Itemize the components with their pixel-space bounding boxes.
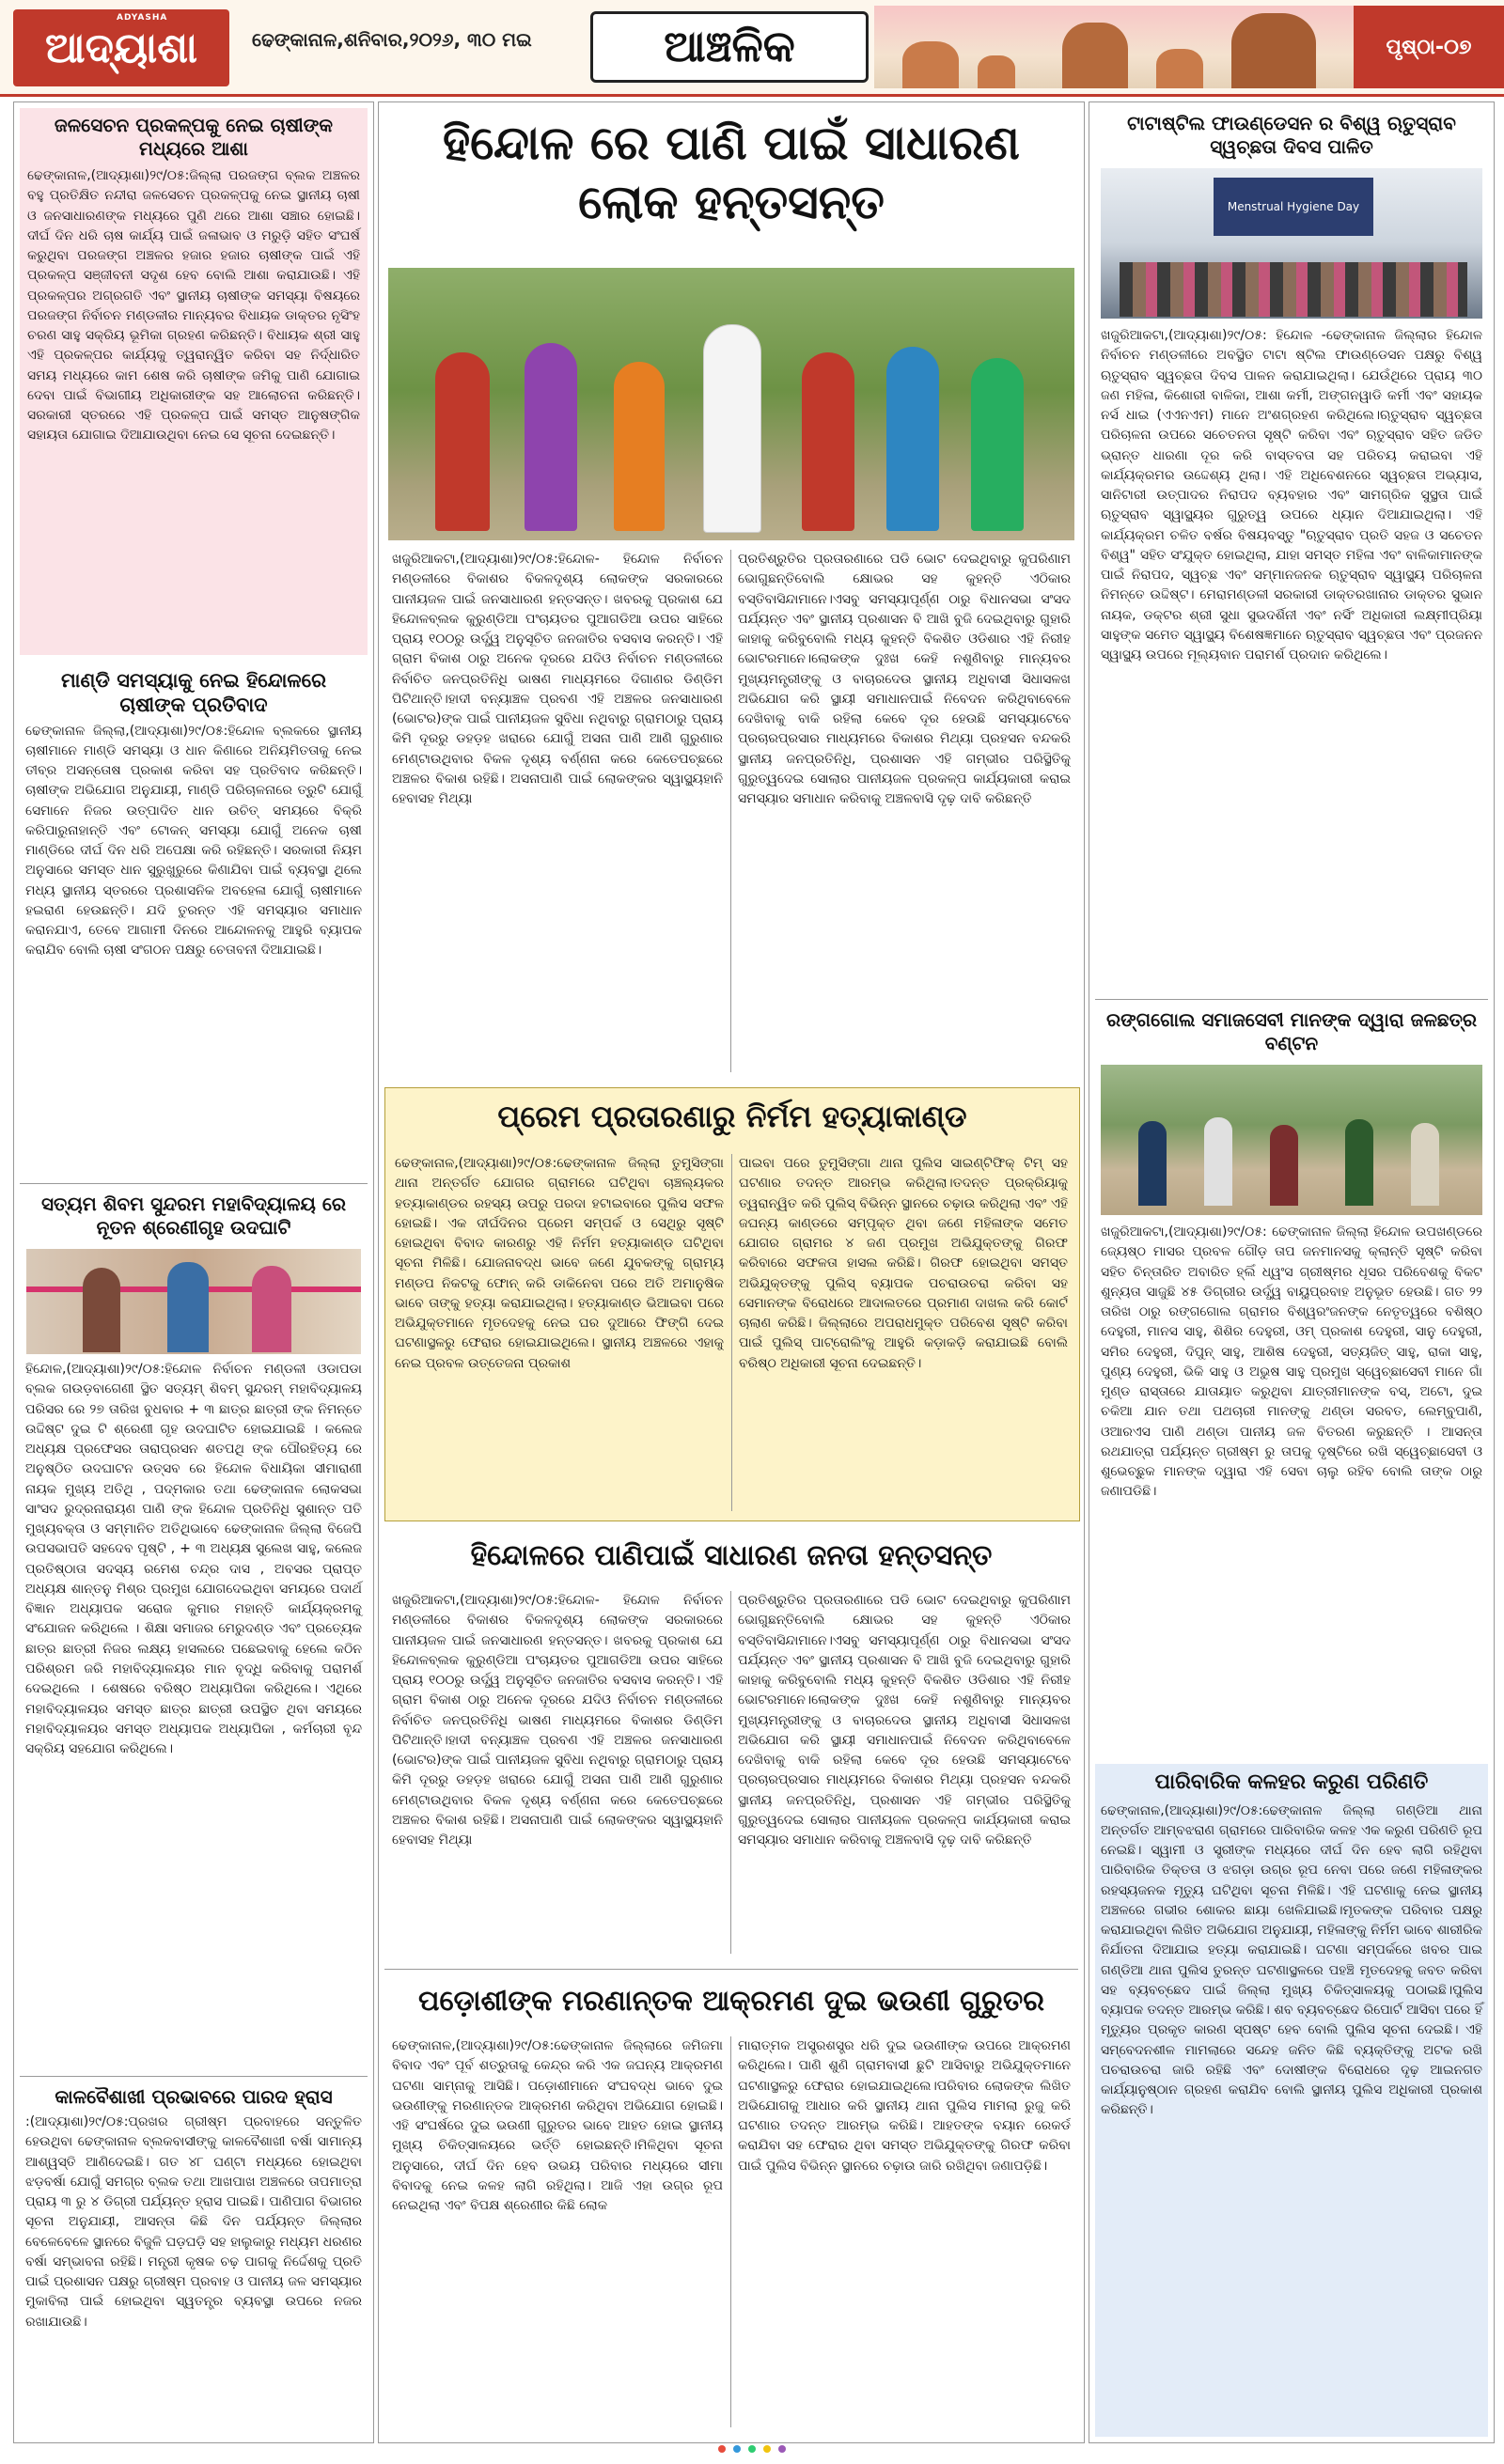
temple-banner-image <box>874 6 1354 88</box>
headline-lead-water: ହିନ୍ଦୋଳ ରେ ପାଣି ପାଇଁ ସାଧାରଣ ଲୋକ ହନ୍ତସନ୍ତ <box>443 116 1020 229</box>
article-irrigation <box>20 108 368 655</box>
body-lead-water-col1: ଖଜୁରିଆକଟା,(ଆଦ୍ୟାଶା)୨୯/୦୫:ହିନ୍ଦୋଳ- ହିନ୍ଦୋଳ ନିର୍ବାଚନ ମଣ୍ଡଳୀରେ ବିକାଶର ବିକଳଦୃଶ୍ୟ ଲୋକଙ୍କ ସରକାରରେ ପାନୀୟଜଳ ପାଇଁ ଜନସାଧାରଣ ହନ୍ତସନ୍ତ। ଖବରକୁ ପ୍ରକାଶ ଯେ ହିନ୍ଦୋଳବ୍ଲକ କୁରୁଣ୍ଡିଆ ପଂଚାୟତର ପୁଆଗଡିଆ ଉପର ସାହିରେ ପ୍ରାୟ ୧୦୦ରୁ ଉର୍ଦ୍ଧ୍ୱ ଅନୁସୂଚିତ ଜନଜାତିର ବସବାସ କରନ୍ତି। ଏହି ଗ୍ରାମ ବିକାଶ ଠାରୁ ଅନେକ ଦୂରରେ ଯଦିଓ ନିର୍ବାଚନ ମଣ୍ଡଳୀରେ ନିର୍ବାଚିତ ଜନପ୍ରତିନିଧି ଭାଷଣ ମାଧ୍ୟମରେ ଦିଗାଣର ଡିଣ୍ଡିମ ପିଟିଥାନ୍ତି।ହାଦୀ ବନ୍ୟାଞ୍ଚଳ ପ୍ରବଣ ଏହି ଅଞ୍ଚଳର ଜନସାଧାରଣ (ଭୋଟର)ଙ୍କ ପାଇଁ ପାନୀୟଜଳ ସୁବିଧା ନଥିବାରୁ ଗ୍ରାମଠାରୁ ପ୍ରାୟ କିମି ଦୂରରୁ ଡହଡ଼ହ ଖରାରେ ଯୋଗୁଁ ଅସନା ପାଣି ଆଣି ଗୁରୁଣାର ମେଣ୍ଟାଉଥିବାର ବିକଳ ଦୃଶ୍ୟ ବର୍ଣ୍ଣନା କରେ କେତେପଚ୍ଛରେ ଅଞ୍ଚଳର ବିକାଶ ରହିଛି। ଅସନାପାଣି ପାଇଁ ଲୋକଙ୍କର ସ୍ୱାସ୍ଥ୍ୟହାନି ହେବାସହ ମିଥ୍ୟା <box>392 552 723 807</box>
right-column <box>1089 101 1495 2443</box>
logo-text: ଆଦ୍ୟାଶା <box>45 23 197 72</box>
newspaper-logo <box>13 9 229 86</box>
body-water-kiosk: ଖଜୁରିଆକଟା,(ଆଦ୍ୟାଶା)୨୯/୦୫: ଢେଙ୍କାନାଳ ଜିଲ୍ଲା ହିନ୍ଦୋଳ ଉପଖଣ୍ଡରେ ଜ୍ୟେଷ୍ଠ ମାସର ପ୍ରବଳ ଗୌଡ଼ ତାପ ଜନମାନସକୁ କ୍ଲାନ୍ତି ସୃଷ୍ଟି କରିବା ସହିତ ଚିନ୍ତାରିତ ଅବାରିତ ହ୍ଲିଁ ଧ୍ୱଂସ ଗ୍ରୀଷ୍ମର ଧୂସର ପରିବେଶକୁ ବିକଟ ଶୁନ୍ୟତା ସାଜୁଛି ୪୫ ଡିଗ୍ରୀର ଉର୍ଦ୍ଧ୍ୱ ବାୟୁପ୍ରବାହ ଅନୁଭୂତ ହେଉଛି। ଗତ ୨୨ ତାରିଖ ଠାରୁ ରଙ୍ଗଗୋଲ ଗ୍ରାମର ବିଶ୍ୱରଂଜନଙ୍କ ନେତୃତ୍ୱରେ ବଶିଷ୍ଠ ଦେହୁରୀ, ମାନସ ସାହୁ, ଶିଶିର ଦେହୁରୀ, ଓମ୍ ପ୍ରକାଶ ଦେହୁରୀ, ସାନୁ ଦେହୁରୀ, ସମିର ଦେହୁରୀ, ଦିପୁନ୍ ସାହୁ, ଆଶିଷ ଦେହୁରୀ, ସତ୍ୟଜିତ୍ ସାହୁ, ରାକା ସାହୁ, ପୁଣ୍ୟ ଦେହୁରୀ, ଭିକି ସାହୁ ଓ ଅଭୁଷ ସାହୁ ପ୍ରମୁଖ ସ୍ୱେଚ୍ଛାସେବୀ ମାନେ ଗାଁ ମୁଣ୍ଡ ରାସ୍ତାରେ ଯାତାୟାତ କରୁଥିବା ଯାତ୍ରୀମାନଙ୍କ ବସ୍, ଅଟୋ, ଦୁଇ ଚକିଆ ଯାନ ତଥା ପଥଚାରୀ ମାନଙ୍କୁ ଥଣ୍ଡା ସରବତ, ଲେମ୍ବୁପାଣି, ଓଆରଏସ ପାଣି ଥଣ୍ଡା ପାନୀୟ ଜଳ ବିତରଣ କରୁଛନ୍ତି । ଆସନ୍ତା ରଥଯାତ୍ରା ପର୍ଯ୍ୟନ୍ତ ଗ୍ରୀଷ୍ମ ରୁ ତାପକୁ ଦୃଷ୍ଟିରେ ରଖି ସ୍ୱେଚ୍ଛାସେବୀ ଓ ଶୁଭେଚ୍ଛୁକ ମାନଙ୍କ ଦ୍ୱାରା ଏହି ସେବା ଚାଲୁ ରହିବ ବୋଲି ତାଙ୍କ ଠାରୁ ଜଣାପଡିଛି। <box>1101 1224 1483 1500</box>
dateline: ଢେଙ୍କାନାଳ,ଶନିବାର,୨୦୨୬, ୩୦ ମଇ <box>252 28 532 51</box>
article-menstrual-day <box>1095 108 1488 995</box>
masthead <box>0 0 1504 97</box>
body-murder-col2: ପାଇବା ପରେ ତୁମୁସିଙ୍ଗା ଥାନା ପୁଲିସ ସାଇଣ୍ଟିଫିକ୍ ଟିମ୍ ସହ ଘଟଣାର ତଦନ୍ତ ଆରମ୍ଭ କରିଥିଲା।ତଦନ୍ତ ପ୍ରକ୍ରିୟାକୁ ତ୍ୱରାନ୍ୱିତ କରି ପୁଲିସ୍ ବିଭିନ୍ନ ସ୍ଥାନରେ ଚଢ଼ାଉ କରିଥିଲା ଏବଂ ଏହି ଜଘନ୍ୟ କାଣ୍ଡରେ ସମ୍ପୃକ୍ତ ଥିବା ଜଣେ ମହିଳାଙ୍କ ସମେତ ଯୋଗର ଗ୍ରାମର ୪ ଜଣ ପ୍ରମୁଖ ଅଭିଯୁକ୍ତଙ୍କୁ ଗିରଫ କରିବାରେ ସଫଳତା ହାସଲ କରିଛି। ଗିରଫ ହୋଇଥିବା ସମସ୍ତ ଅଭିଯୁକ୍ତଙ୍କୁ ପୁଲିସ୍ ବ୍ୟାପକ ପଚରାଉଚରା କରିବା ସହ ସେମାନଙ୍କ ବିରୋଧରେ ଆଦାଲତରେ ପ୍ରମାଣ ଦାଖଲ କରି କୋର୍ଟ ଚାଲାଣ କରିଛି। ଜିଲ୍ଲାରେ ଅପରାଧମୁକ୍ତ ପରିବେଶ ସୃଷ୍ଟି କରିବା ପାଇଁ ପୁଲିସ୍ ପାଟ୍ରୋଲିଂକୁ ଆହୁରି କଡ଼ାକଡ଼ି କରାଯାଇଛି ବୋଲି ବରିଷ୍ଠ ଅଧିକାରୀ ସୂଚନା ଦେଇଛନ୍ତି। <box>739 1156 1068 1371</box>
left-column <box>13 101 374 2443</box>
body-water-repeat-col2: ପ୍ରତିଶ୍ରୁତିର ପ୍ରତାରଣାରେ ପଡି ଭୋଟ ଦେଇଥିବାରୁ କୁପରିଣାମ ଭୋଗୁଛନ୍ତିବୋଲି କ୍ଷୋଭର ସହ କୁହନ୍ତି ଏଠିକାର ବସ୍ତିବାସିନ୍ଦାମାନେ।ଏସବୁ ସମସ୍ୟାପୂର୍ଣ୍ଣ ଠାରୁ ବିଧାନସଭା ସଂସଦ ପର୍ଯ୍ୟନ୍ତ ଏବଂ ସ୍ଥାନୀୟ ପ୍ରଶାସନ ବି ଆଖି ବୁଜି ଦେଇଥିବାରୁ ଗୁହାରି କାହାକୁ କରିବୁବୋଲି ମଧ୍ୟ କୁହନ୍ତି ବିକଶିତ ଓଡିଶାର ଏହି ନିରୀହ ଭୋଟରମାନେ।ଲୋକଙ୍କ ଦୁଃଖ କେହି ନଶୁଣିବାରୁ ମାନ୍ୟବର ମୁଖ୍ୟମନ୍ତ୍ରୀଙ୍କୁ ଓ ବାଚାରଦେଉ ସ୍ଥାନୀୟ ଅଧିବାସୀ ସିଧାସଳଖ ଅଭିଯୋଗ କରି ସ୍ଥାୟୀ ସମାଧାନପାଇଁ ନିବେଦନ କରିଥିବାବେଳେ ଦେଖିବାକୁ ବାକି ରହିଲା କେବେ ଦୂର ହେଉଛି ସମସ୍ୟାଟେବେ ପ୍ରଚାରପ୍ରସାର ମାଧ୍ୟମରେ ବିକାଶର ମିଥ୍ୟା ପ୍ରହସନ ବନ୍ଦକରି ସ୍ଥାନୀୟ ଜନପ୍ରତିନିଧି, ପ୍ରଶାସନ ଏହି ଗମ୍ଭୀର ପରିସ୍ଥିତିକୁ ଗୁରୁତ୍ୱଦେଇ ସୋଲାର ପାନୀୟଜଳ ପ୍ରକଳ୍ପ କାର୍ଯ୍ୟକାରୀ କରାଇ ସମସ୍ୟାର ସମାଧାନ କରିବାକୁ ଅଞ୍ଚଳବାସି ଦୃଢ଼ ଦାବି କରିଛନ୍ତି <box>738 1593 1071 1848</box>
article-mandi-protest <box>20 664 368 1177</box>
college-ribbon-cutting-photo <box>26 1249 361 1354</box>
page-number: ପୃଷ୍ଠା-୦୭ <box>1354 6 1504 88</box>
logo-small-text: ADYASHA <box>117 13 168 23</box>
body-college: ହିନ୍ଦୋଳ,(ଆଦ୍ୟାଶା)୨୯/୦୫:ହିନ୍ଦୋଳ ନିର୍ବାଚନ ମଣ୍ଡଳୀ ଓଡାପଡା ବ୍ଲକ ଗଉଡ଼ବାଗେଣୀ ସ୍ଥିତ ସତ୍ୟମ୍ ଶିବମ୍ ସୁନ୍ଦରମ୍ ମହାବିଦ୍ୟାଳୟ ପରିସର ରେ ୨୭ ତାରିଖ ବୁଧବାର + ୩ ଛାତ୍ର ଛାତ୍ରୀ ଙ୍କ ନିମନ୍ତେ ଉଦ୍ଦିଷ୍ଟ ଦୁଇ ଟି ଶ୍ରେଣୀ ଗୃହ ଉଦଘାଟିତ ହୋଇଯାଇଛି । କଲେଜ ଅଧ୍ୟକ୍ଷ ପ୍ରଫେସର ତାରାପ୍ରସନ ଶତପଥି ଙ୍କ ପୌରହିତ୍ୟ ରେ ଅନୁଷ୍ଠିତ ଉଦଘାଟନ ଉତ୍ସବ ରେ ହିନ୍ଦୋଳ ବିଧାୟିକା ସୀମାରାଣୀ ନାୟକ ମୁଖ୍ୟ ଅତିଥି , ପଦ୍ମକାର ତଥା ଢେଙ୍କାନାଳ ଲୋକସଭା ସାଂସଦ ରୁଦ୍ରନାରାୟଣ ପାଣି ଙ୍କ ହିନ୍ଦୋଳ ପ୍ରତିନିଧି ସୁଶାନ୍ତ ପତି ମୁଖ୍ୟବକ୍ତା ଓ ସମ୍ମାନିତ ଅତିଥିଭାବେ ଢେଙ୍କାନାଳ ଜିଲ୍ଲା ବିଜେପି ଉପସଭାପତି ସହଦେବ ପୃଷ୍ଟି , + ୩ ଅଧ୍ୟକ୍ଷ ସୁଲେଖ ସାହୁ, କଲେଜ ପ୍ରତିଷ୍ଠାତା ସଦସ୍ୟ ରମେଶ ଚନ୍ଦ୍ର ଦାସ , ଅବସର ପ୍ରାପ୍ତ ଅଧ୍ୟକ୍ଷ ଶାନ୍ତନୁ ମିଶ୍ର ପ୍ରମୁଖ ଯୋଗଦେଇଥିବା ସମୟରେ ପଦାର୍ଥ ବିଜ୍ଞାନ ଅଧ୍ୟାପକ ସରୋଜ କୁମାର ମହାନ୍ତି କାର୍ଯ୍ୟକ୍ରମକୁ ସଂଯୋଜନ କରିଥିଲେ । ଶିକ୍ଷା ସମାଜର ମେରୁଦଣ୍ଡ ଏବଂ ପ୍ରତ୍ୟେକ ଛାତ୍ର ଛାତ୍ରୀ ନିଜର ଲକ୍ଷ୍ୟ ହାସଲରେ ପଛେଇବାକୁ ହେଲେ କଠିନ ପରିଶ୍ରମ ଜରି ମହାବିଦ୍ୟାଳୟର ମାନ ବୃଦ୍ଧି କରିବାକୁ ପରାମର୍ଶ ଦେଇଥିଲେ । ଶେଷରେ ବରିଷ୍ଠ ଅଧ୍ୟାପିକା କରିଥିଲେ। ଏଥିରେ ମହାବିଦ୍ୟାଳୟର ସମସ୍ତ ଛାତ୍ର ଛାତ୍ରୀ ଉପସ୍ଥିତ ଥିବା ସମୟରେ ମହାବିଦ୍ୟାଳୟର ସମସ୍ତ ଅଧ୍ୟାପକ ଅଧ୍ୟାପିକା , କର୍ମଚାରୀ ବୃନ୍ଦ ସକ୍ରିୟ ସହଯୋଗ କରିଥିଲେ। <box>25 1362 362 1757</box>
body-mandi-protest: ଢେଙ୍କାନାଳ ଜିଲ୍ଲା,(ଆଦ୍ୟାଶା)୨୯/୦୫:ହିନ୍ଦୋଳ ବ୍ଲକରେ ସ୍ଥାନୀୟ ଚାଷୀମାନେ ମାଣ୍ଡି ସମସ୍ୟା ଓ ଧାନ କିଣାରେ ଅନିୟମିତତାକୁ ନେଇ ତୀବ୍ର ଅସନ୍ତୋଷ ପ୍ରକାଶ କରିବା ସହ ପ୍ରତିବାଦ କରିଛନ୍ତି। ଚାଷୀଙ୍କ ଅଭିଯୋଗ ଅନୁଯାୟୀ, ମାଣ୍ଡି ପରିଚାଳନାରେ ତ୍ରୁଟି ଯୋଗୁଁ ସେମାନେ ନିଜର ଉତ୍ପାଦିତ ଧାନ ଉଚିତ୍ ସମୟରେ ବିକ୍ରି କରିପାରୁନାହାନ୍ତି ଏବଂ ଟୋକନ୍ ସମସ୍ୟା ଯୋଗୁଁ ଅନେକ ଚାଷୀ ମାଣ୍ଡିରେ ଦୀର୍ଘ ଦିନ ଧରି ଅପେକ୍ଷା କରି ରହିଛନ୍ତି। ସରକାରୀ ନିୟମ ଅନୁସାରେ ସମସ୍ତ ଧାନ ସୁରୁଖୁରୁରେ କିଣାଯିବା ପାଇଁ ବ୍ୟବସ୍ଥା ଥିଲେ ମଧ୍ୟ ସ୍ଥାନୀୟ ସ୍ତରରେ ପ୍ରଶାସନିକ ଅବହେଳା ଯୋଗୁଁ ଚାଷୀମାନେ ହଇରାଣ ହେଉଛନ୍ତି। ଯଦି ତୁରନ୍ତ ଏହି ସମସ୍ୟାର ସମାଧାନ କରାନଯାଏ, ତେବେ ଆଗାମୀ ଦିନରେ ଆନ୍ଦୋଳନକୁ ଆହୁରି ବ୍ୟାପକ କରାଯିବ ବୋଲି ଚାଷୀ ସଂଗଠନ ପକ୍ଷରୁ ଚେତାବନୀ ଦିଆଯାଇଛି। <box>25 723 362 959</box>
headline-assault: ପଡ଼ୋଶୀଙ୍କ ମରଣାନ୍ତକ ଆକ୍ରମଣ ଦୁଇ ଭଉଣୀ ଗୁରୁତର <box>418 1985 1044 2018</box>
headline-water-repeat: ହିନ୍ଦୋଳରେ ପାଣିପାଇଁ ସାଧାରଣ ଜନତା ହନ୍ତସନ୍ତ <box>470 1539 993 1572</box>
villagers-with-pots-photo <box>388 268 1074 540</box>
menstrual-day-event-photo <box>1101 168 1482 319</box>
body-lead-water-col2: ପ୍ରତିଶ୍ରୁତିର ପ୍ରତାରଣାରେ ପଡି ଭୋଟ ଦେଇଥିବାରୁ କୁପରିଣାମ ଭୋଗୁଛନ୍ତିବୋଲି କ୍ଷୋଭର ସହ କୁହନ୍ତି ଏଠିକାର ବସ୍ତିବାସିନ୍ଦାମାନେ।ଏସବୁ ସମସ୍ୟାପୂର୍ଣ୍ଣ ଠାରୁ ବିଧାନସଭା ସଂସଦ ପର୍ଯ୍ୟନ୍ତ ଏବଂ ସ୍ଥାନୀୟ ପ୍ରଶାସନ ବି ଆଖି ବୁଜି ଦେଇଥିବାରୁ ଗୁହାରି କାହାକୁ କରିବୁବୋଲି ମଧ୍ୟ କୁହନ୍ତି ବିକଶିତ ଓଡିଶାର ଏହି ନିରୀହ ଭୋଟରମାନେ।ଲୋକଙ୍କ ଦୁଃଖ କେହି ନଶୁଣିବାରୁ ମାନ୍ୟବର ମୁଖ୍ୟମନ୍ତ୍ରୀଙ୍କୁ ଓ ବାଚାରଦେଉ ସ୍ଥାନୀୟ ଅଧିବାସୀ ସିଧାସଳଖ ଅଭିଯୋଗ କରି ସ୍ଥାୟୀ ସମାଧାନପାଇଁ ନିବେଦନ କରିଥିବାବେଳେ ଦେଖିବାକୁ ବାକି ରହିଲା କେବେ ଦୂର ହେଉଛି ସମସ୍ୟାଟେବେ ପ୍ରଚାରପ୍ରସାର ମାଧ୍ୟମରେ ବିକାଶର ମିଥ୍ୟା ପ୍ରହସନ ବନ୍ଦକରି ସ୍ଥାନୀୟ ଜନପ୍ରତିନିଧି, ପ୍ରଶାସନ ଏହି ଗମ୍ଭୀର ପରିସ୍ଥିତିକୁ ଗୁରୁତ୍ୱଦେଇ ସୋଲାର ପାନୀୟଜଳ ପ୍ରକଳ୍ପ କାର୍ଯ୍ୟକାରୀ କରାଇ ସମସ୍ୟାର ସମାଧାନ କରିବାକୁ ଅଞ୍ଚଳବାସି ଦୃଢ଼ ଦାବି କରିଛନ୍ତି <box>738 552 1071 807</box>
headline-menstrual-day: ଟାଟାଷ୍ଟିଲ ଫାଉଣ୍ଡେସନ ର ବିଶ୍ୱ ଋତୁସ୍ରାବ ସ୍ୱଚ୍ଛତା ଦିବସ ପାଳିତ <box>1127 112 1456 158</box>
headline-mandi-protest: ମାଣ୍ଡି ସମସ୍ୟାକୁ ନେଇ ହିନ୍ଦୋଳରେ ଚାଷୀଙ୍କ ପ୍ରତିବାଦ <box>60 669 327 717</box>
body-kalbaisakhi: :(ଆଦ୍ୟାଶା)୨୯/୦୫:ପ୍ରଖର ଗ୍ରୀଷ୍ମ ପ୍ରବାହରେ ସନ୍ତୁଳିତ ହେଉଥିବା ଢେଙ୍କାନାଳ ବ୍ଲକବାସୀଙ୍କୁ କାଳବୈଶାଖୀ ବର୍ଷା ସାମାନ୍ୟ ଆଶ୍ୱସ୍ତି ଆଣିଦେଇଛି। ଗତ ୪୮ ଘଣ୍ଟା ମଧ୍ୟରେ ହୋଇଥିବା ଝଡ଼ବର୍ଷା ଯୋଗୁଁ ସମଗ୍ର ବ୍ଲକ ତଥା ଆଖପାଖ ଅଞ୍ଚଳରେ ତାପମାତ୍ରା ପ୍ରାୟ ୩ ରୁ ୪ ଡିଗ୍ରୀ ପର୍ଯ୍ୟନ୍ତ ହ୍ରାସ ପାଇଛି। ପାଣିପାଗ ବିଭାଗର ସୂଚନା ଅନୁଯାୟୀ, ଆସନ୍ତା କିଛି ଦିନ ପର୍ଯ୍ୟନ୍ତ ଜିଲ୍ଲାର ବେଳେବେଳେ ସ୍ଥାନରେ ବିଜୁଳି ଘଡ଼ଘଡ଼ି ସହ ହାଲୁକାରୁ ମଧ୍ୟମ ଧରଣର ବର୍ଷା ସମ୍ଭାବନା ରହିଛି। ମନ୍ତ୍ରୀ କୃଷକ ଚଢ଼ ପାଗକୁ ନିର୍ଦ୍ଦେଶକୁ ପ୍ରତି ପାଇଁ ପ୍ରଶାସନ ପକ୍ଷରୁ ଗ୍ରୀଷ୍ମ ପ୍ରବାହ ଓ ପାନୀୟ ଜଳ ସମସ୍ୟାର ମୁକାବିଲା ପାଇଁ ହୋଇଥିବା ସ୍ୱତନ୍ତ୍ର ବ୍ୟବସ୍ଥା ଉପରେ ନଜର ରଖାଯାଉଛି। <box>25 2114 362 2330</box>
article-kalbaisakhi <box>20 2082 368 2437</box>
headline-family-dispute: ପାରିବାରିକ କଳହର କରୁଣ ପରିଣତି <box>1154 1770 1429 1794</box>
body-assault-col2: ମାରାତ୍ମକ ଅସ୍ତ୍ରଶସ୍ତ୍ର ଧରି ଦୁଇ ଭଉଣୀଙ୍କ ଉପରେ ଆକ୍ରମଣ କରିଥିଲେ। ପାଣି ଶୁଣି ଗ୍ରାମବାସୀ ଛୁଟି ଆସିବାରୁ ଅଭିଯୁକ୍ତମାନେ ଘଟଣାସ୍ଥଳରୁ ଫେରାର ହୋଇଯାଇଥିଲେ।ପରିବାର ଲୋକଙ୍କ ଲିଖିତ ଅଭିଯୋଗକୁ ଆଧାର କରି ସ୍ଥାନୀୟ ଥାନା ପୁଲିସ ମାମଲା ରୁଜୁ କରି ଘଟଣାର ତଦନ୍ତ ଆରମ୍ଭ କରିଛି। ଆହତଙ୍କ ବୟାନ ରେକର୍ଡ କରାଯିବା ସହ ଫେରାର ଥିବା ସମସ୍ତ ଅଭିଯୁକ୍ତଙ୍କୁ ଗିରଫ କରିବା ପାଇଁ ପୁଲିସ ବିଭିନ୍ନ ସ୍ଥାନରେ ଚଢ଼ାଉ ଜାରି ରଖିଥିବା ଜଣାପଡ଼ିଛି। <box>738 2038 1071 2174</box>
body-irrigation: ଢେଙ୍କାନାଳ,(ଆଦ୍ୟାଶା)୨୯/୦୫:ଜିଲ୍ଲା ପରଜଙ୍ଗ ବ୍ଲକ ଅଞ୍ଚଳର ବହୁ ପ୍ରତିକ୍ଷିତ ନନ୍ଦୀରା ଜଳସେଚନ ପ୍ରକଳ୍ପକୁ ନେଇ ସ୍ଥାନୀୟ ଚାଷୀ ଓ ଜନସାଧାରଣଙ୍କ ମଧ୍ୟରେ ପୁଣି ଥରେ ଆଶା ସଞ୍ଚାର ହୋଇଛି। ଦୀର୍ଘ ଦିନ ଧରି ଚାଷ କାର୍ଯ୍ୟ ପାଇଁ ଜଳାଭାବ ଓ ମରୁଡ଼ି ସହିତ ସଂଘର୍ଷ କରୁଥିବା ପରଜଙ୍ଗ ଅଞ୍ଚଳର ହଜାର ହଜାର ଚାଷୀଙ୍କ ପାଇଁ ଏହି ପ୍ରକଳ୍ପ ସଞ୍ଜୀବନୀ ସଦୃଶ ହେବ ବୋଲି ଆଶା କରାଯାଉଛି। ଏହି ପ୍ରକଳ୍ପର ଅଗ୍ରଗତି ଏବଂ ସ୍ଥାନୀୟ ଚାଷୀଙ୍କ ସମସ୍ୟା ବିଷୟରେ ପରଜଙ୍ଗ ନିର୍ବାଚନ ମଣ୍ଡଳୀର ମାନ୍ୟବର ବିଧାୟକ ଡାକ୍ତର ନୃସିଂହ ଚରଣ ସାହୁ ସକ୍ରିୟ ଭୂମିକା ଗ୍ରହଣ କରିଛନ୍ତି। ବିଧାୟକ ଶ୍ରୀ ସାହୁ ଏହି ପ୍ରକଳ୍ପର କାର୍ଯ୍ୟକୁ ତ୍ୱରାନ୍ୱିତ କରିବା ସହ ନିର୍ଦ୍ଧାରିତ ସମୟ ମଧ୍ୟରେ କାମ ଶେଷ କରି ଚାଷୀଙ୍କ ଜମିକୁ ପାଣି ଯୋଗାଇ ଦେବା ପାଇଁ ବିଭାଗୀୟ ଅଧିକାରୀଙ୍କ ସହ ଆଲୋଚନା କରିଛନ୍ତି। ସରକାରୀ ସ୍ତରରେ ଏହି ପ୍ରକଳ୍ପ ପାଇଁ ସମସ୍ତ ଆନୁଷଙ୍ଗିକ ସହାୟତା ଯୋଗାଇ ଦିଆଯାଉଥିବା ନେଇ ସେ ସୂଚନା ଦେଇଛନ୍ତି। <box>27 168 360 444</box>
headline-murder: ପ୍ରେମ ପ୍ରତାରଣାରୁ ନିର୍ମମ ହତ୍ୟାକାଣ୍ଡ <box>497 1099 967 1134</box>
article-college <box>20 1189 368 2070</box>
headline-college: ସତ୍ୟମ ଶିବମ ସୁନ୍ଦରମ ମହାବିଦ୍ୟାଳୟ ରେ ନୂତନ ଶ୍ରେଣୀଗୃହ ଉଦଘାଟି <box>40 1193 347 1239</box>
event-banner: Menstrual Hygiene Day <box>1214 178 1373 236</box>
body-menstrual-day: ଖଜୁରିଆକଟା,(ଆଦ୍ୟାଶା)୨୯/୦୫: ହିନ୍ଦୋଳ -ଢେଙ୍କାନାଳ ଜିଲ୍ଲାର ହିନ୍ଦୋଳ ନିର୍ବାଚନ ମଣ୍ଡଳୀରେ ଅବସ୍ଥିତ ଟାଟା ଷ୍ଟିଲ ଫାଉଣ୍ଡେସନ ପକ୍ଷରୁ ବିଶ୍ୱ ଋତୁସ୍ରାବ ସ୍ୱଚ୍ଛତା ଦିବସ ପାଳନ କରାଯାଇଥିଲା। ଯେଉଁଥିରେ ପ୍ରାୟ ୩୦ ଜଣ ମହିଳା, କିଶୋରୀ ବାଳିକା, ଆଶା କର୍ମୀ, ଅଙ୍ଗନୱାଡି କର୍ମୀ ଏବଂ ସହାୟକ ନର୍ସ ଧାଇ (ଏଏନଏମ) ମାନେ ଅଂଶଗ୍ରହଣ କରିଥିଲେ।ଋତୁସ୍ରାବ ସ୍ୱଚ୍ଛତା ପରିଚାଳନା ଉପରେ ସଚେତନତା ସୃଷ୍ଟି କରିବା ଏବଂ ଋତୁସ୍ରାବ ସହିତ ଜଡିତ ଭ୍ରାନ୍ତ ଧାରଣା ଦୂର କରି ବାସ୍ତବତା ସହ ପରିଚୟ କରାଇବା ଏହି କାର୍ଯ୍ୟକ୍ରମର ଉଦ୍ଦେଶ୍ୟ ଥିଲା। ଏହି ଅଧିବେଶନରେ ସ୍ୱଚ୍ଛତା ଅଭ୍ୟାସ, ସାନିଟାରୀ ଉତ୍ପାଦର ନିରାପଦ ବ୍ୟବହାର ଏବଂ ସାମଗ୍ରିକ ସୁସ୍ଥତା ପାଇଁ ଋତୁସ୍ରାବ ସ୍ୱାସ୍ଥ୍ୟର ଗୁରୁତ୍ୱ ଉପରେ ଧ୍ୟାନ ଦିଆଯାଇଥିଲା। ଏହି କାର୍ଯ୍ୟକ୍ରମ ଚଳିତ ବର୍ଷର ବିଷୟବସ୍ତୁ "ଋତୁସ୍ରାବ ପ୍ରତି ସହଜ ଓ ସଚେତନ ବିଶ୍ୱ" ସହିତ ସଂଯୁକ୍ତ ହୋଇଥିଲା, ଯାହା ସମସ୍ତ ମହିଳା ଏବଂ ବାଳିକାମାନଙ୍କ ପାଇଁ ନିରାପଦ, ସ୍ୱଚ୍ଛ ଏବଂ ସମ୍ମାନଜନକ ଋତୁସ୍ରାବ ସ୍ୱାସ୍ଥ୍ୟ ପରିଚାଳନା ନିମନ୍ତେ ଉଦ୍ଦିଷ୍ଟ। ମେରାମଣ୍ଡଳୀ ସରକାରୀ ଡାକ୍ତରଖାନାର ଡାକ୍ତର ସୁଭାନ ନାୟକ, ଡକ୍ଟର ଶ୍ରୀ ସୁଧା ସୁଭଦର୍ଶିନୀ ଏବଂ ନର୍ସିଂ ଅଧିକାରୀ ଲକ୍ଷ୍ମୀପ୍ରିୟା ସାହୁଙ୍କ ସମେତ ସ୍ୱାସ୍ଥ୍ୟ ବିଶେଷଜ୍ଞମାନେ ଋତୁସ୍ରାବ ସ୍ୱଚ୍ଛତା ଏବଂ ପ୍ରଜନନ ସ୍ୱାସ୍ଥ୍ୟ ଉପରେ ମୂଲ୍ୟବାନ ପରାମର୍ଶ ପ୍ରଦାନ କରିଥିଲେ। <box>1101 328 1482 663</box>
section-title: ଆଞ୍ଚଳିକ <box>590 11 869 83</box>
body-family-dispute: ଢେଙ୍କାନାଳ,(ଆଦ୍ୟାଶା)୨୯/୦୫:ଢେଙ୍କାନାଳ ଜିଲ୍ଲା ଗଣ୍ଡିଆ ଥାନା ଅନ୍ତର୍ଗତ ଆମ୍ବଝରାଣ ଗ୍ରାମରେ ପାରିବାରିକ କଳହ ଏକ କରୁଣ ପରିଣତି ରୂପ ନେଇଛି। ସ୍ୱାମୀ ଓ ସ୍ତ୍ରୀଙ୍କ ମଧ୍ୟରେ ଦୀର୍ଘ ଦିନ ହେବ ଲାଗି ରହିଥିବା ପାରିବାରିକ ତିକ୍ତତା ଓ ଝଗଡ଼ା ଉଗ୍ର ରୂପ ନେବା ପରେ ଜଣେ ମହିଳାଙ୍କର ରହସ୍ୟଜନକ ମୃତ୍ୟୁ ଘଟିଥିବା ସୂଚନା ମିଳିଛି। ଏହି ଘଟଣାକୁ ନେଇ ସ୍ଥାନୀୟ ଅଞ୍ଚଳରେ ଗଭୀର ଶୋକର ଛାୟା ଖେଳିଯାଇଛି।ମୃତକଙ୍କ ପରିବାର ପକ୍ଷରୁ କରାଯାଇଥିବା ଲିଖିତ ଅଭିଯୋଗ ଅନୁଯାୟୀ, ମହିଳାଙ୍କୁ ନିର୍ମମ ଭାବେ ଶାରୀରିକ ନିର୍ଯାତନା ଦିଆଯାଇ ହତ୍ୟା କରାଯାଇଛି। ଘଟଣା ସମ୍ପର୍କରେ ଖବର ପାଇ ଗଣ୍ଡିଆ ଥାନା ପୁଲିସ ତୁରନ୍ତ ଘଟଣାସ୍ଥଳରେ ପହଞ୍ଚି ମୃତଦେହକୁ ଜବତ କରିବା ସହ ବ୍ୟବଚ୍ଛେଦ ପାଇଁ ଜିଲ୍ଲା ମୁଖ୍ୟ ଚିକିତ୍ସାଳୟକୁ ପଠାଇଛି।ପୁଲିସ ବ୍ୟାପକ ତଦନ୍ତ ଆରମ୍ଭ କରିଛି। ଶବ ବ୍ୟବଚ୍ଛେଦ ରିପୋର୍ଟ ଆସିବା ପରେ ହିଁ ମୃତ୍ୟୁର ପ୍ରକୃତ କାରଣ ସ୍ପଷ୍ଟ ହେବ ବୋଲି ପୁଲିସ ସୂଚନା ଦେଇଛି। ଏହି ସମ୍ବେଦନଶୀଳ ମାମଲାରେ ସନ୍ଦେହ ଜନିତ କିଛି ବ୍ୟକ୍ତିଙ୍କୁ ଅଟକ ରଖି ପଚରାଉଚରା ଜାରି ରହିଛି ଏବଂ ଦୋଷୀଙ୍କ ବିରୋଧରେ ଦୃଢ଼ ଆଇନଗତ କାର୍ଯ୍ୟାନୁଷ୍ଠାନ ଗ୍ରହଣ କରାଯିବ ବୋଲି ସ୍ଥାନୀୟ ପୁଲିସ ଅଧିକାରୀ ପ୍ରକାଶ କରିଛନ୍ତି। <box>1101 1802 1482 2118</box>
page-indicator-dots <box>658 2445 846 2458</box>
headline-irrigation: ଜଳସେଚନ ପ୍ରକଳ୍ପକୁ ନେଇ ଚାଷୀଙ୍କ ମଧ୍ୟରେ ଆଶା <box>54 114 334 160</box>
body-murder-col1: ଢେଙ୍କାନାଳ,(ଆଦ୍ୟାଶା)୨୯/୦୫:ଢେଙ୍କାନାଳ ଜିଲ୍ଲା ତୁମୁସିଙ୍ଗା ଥାନା ଅନ୍ତର୍ଗତ ଯୋଗର ଗ୍ରାମରେ ଘଟିଥିବା ଚାଞ୍ଚଲ୍ୟକର ହତ୍ୟାକାଣ୍ଡର ରହସ୍ୟ ଉପରୁ ପରଦା ହଟାଇବାରେ ପୁଲିସ ସଫଳ ହୋଇଛି। ଏକ ଦୀର୍ଘଦିନର ପ୍ରେମ ସମ୍ପର୍କ ଓ ସେଥିରୁ ସୃଷ୍ଟି ହୋଇଥିବା ବିବାଦ କାରଣରୁ ଏହି ନିର୍ମମ ହତ୍ୟାକାଣ୍ଡ ଘଟିଥିବା ସୂଚନା ମିଳିଛି। ଯୋଜନାବଦ୍ଧ ଭାବେ ଜଣେ ଯୁବକଙ୍କୁ ଗ୍ରାମ୍ୟ ମଣ୍ଡପ ନିକଟକୁ ଫୋନ୍ କରି ଡାକିନେବା ପରେ ଅତି ଅମାନୁଷିକ ଭାବେ ତାଙ୍କୁ ହତ୍ୟା କରାଯାଇଥିଲା। ହତ୍ୟାକାଣ୍ଡ ଭିଆଇବା ପରେ ଅଭିଯୁକ୍ତମାନେ ମୃତଦେହକୁ ନେଇ ଘର ଦୁଆରେ ଫିଙ୍ଗି ଦେଇ ଘଟଣାସ୍ଥଳରୁ ଫେରାର ହୋଇଯାଇଥିଲେ। ସ୍ଥାନୀୟ ଅଞ୍ଚଳରେ ଏହାକୁ ନେଇ ପ୍ରବଳ ଉତ୍ତେଜନା ପ୍ରକାଶ <box>395 1156 724 1371</box>
center-column <box>378 101 1085 2443</box>
body-water-repeat-col1: ଖଜୁରିଆକଟା,(ଆଦ୍ୟାଶା)୨୯/୦୫:ହିନ୍ଦୋଳ- ହିନ୍ଦୋଳ ନିର୍ବାଚନ ମଣ୍ଡଳୀରେ ବିକାଶର ବିକଳଦୃଶ୍ୟ ଲୋକଙ୍କ ସରକାରରେ ପାନୀୟଜଳ ପାଇଁ ଜନସାଧାରଣ ହନ୍ତସନ୍ତ। ଖବରକୁ ପ୍ରକାଶ ଯେ ହିନ୍ଦୋଳବ୍ଲକ କୁରୁଣ୍ଡିଆ ପଂଚାୟତର ପୁଆଗଡିଆ ଉପର ସାହିରେ ପ୍ରାୟ ୧୦୦ରୁ ଉର୍ଦ୍ଧ୍ୱ ଅନୁସୂଚିତ ଜନଜାତିର ବସବାସ କରନ୍ତି। ଏହି ଗ୍ରାମ ବିକାଶ ଠାରୁ ଅନେକ ଦୂରରେ ଯଦିଓ ନିର୍ବାଚନ ମଣ୍ଡଳୀରେ ନିର୍ବାଚିତ ଜନପ୍ରତିନିଧି ଭାଷଣ ମାଧ୍ୟମରେ ବିକାଶର ଡିଣ୍ଡିମ ପିଟିଥାନ୍ତି।ହାଦୀ ବନ୍ୟାଞ୍ଚଳ ପ୍ରବଣ ଏହି ଅଞ୍ଚଳର ଜନସାଧାରଣ (ଭୋଟର)ଙ୍କ ପାଇଁ ପାନୀୟଜଳ ସୁବିଧା ନଥିବାରୁ ଗ୍ରାମଠାରୁ ପ୍ରାୟ କିମି ଦୂରରୁ ଡହଡ଼ହ ଖରାରେ ଯୋଗୁଁ ଅସନା ପାଣି ଆଣି ଗୁରୁଣାର ମେଣ୍ଟାଉଥିବାର ବିକଳ ଦୃଶ୍ୟ ବର୍ଣ୍ଣନା କରେ କେତେପଚ୍ଛରେ ଅଞ୍ଚଳର ବିକାଶ ରହିଛି। ଅସନାପାଣି ପାଇଁ ଲୋକଙ୍କର ସ୍ୱାସ୍ଥ୍ୟହାନି ହେବାସହ ମିଥ୍ୟା <box>392 1593 723 1848</box>
article-water-kiosk <box>1095 1005 1488 1835</box>
article-assault <box>384 1974 1078 2435</box>
article-water-repeat <box>384 1529 1078 1961</box>
article-lead-water <box>384 108 1078 1080</box>
headline-kalbaisakhi: କାଳବୈଶାଖୀ ପ୍ରଭାବରେ ପାରଦ ହ୍ରାସ <box>55 2085 333 2108</box>
body-assault-col1: ଢେଙ୍କାନାଳ,(ଆଦ୍ୟାଶା)୨୯/୦୫:ଢେଙ୍କାନାଳ ଜିଲ୍ଲାରେ ଜମିଜମା ବିବାଦ ଏବଂ ପୂର୍ବ ଶତ୍ରୁତାକୁ କେନ୍ଦ୍ର କରି ଏକ ଜଘନ୍ୟ ଆକ୍ରମଣ ଘଟଣା ସାମ୍ନାକୁ ଆସିଛି। ପଡ଼ୋଶୀମାନେ ସଂଘବଦ୍ଧ ଭାବେ ଦୁଇ ଭଉଣୀଙ୍କୁ ମରଣାନ୍ତକ ଆକ୍ରମଣ କରିଥିବା ଅଭିଯୋଗ ହୋଇଛି। ଏହି ସଂଘର୍ଷରେ ଦୁଇ ଭଉଣୀ ଗୁରୁତର ଭାବେ ଆହତ ହୋଇ ସ୍ଥାନୀୟ ମୁଖ୍ୟ ଚିକିତ୍ସାଳୟରେ ଭର୍ତ୍ତି ହୋଇଛନ୍ତି।ମିଳିଥିବା ସୂଚନା ଅନୁସାରେ, ଦୀର୍ଘ ଦିନ ହେବ ଉଭୟ ପରିବାର ମଧ୍ୟରେ ସୀମା ବିବାଦକୁ ନେଇ କଳହ ଲାଗି ରହିଥିଲା। ଆଜି ଏହା ଉଗ୍ର ରୂପ ନେଇଥିଲା ଏବଂ ବିପକ୍ଷ ଶ୍ରେଣୀର କିଛି ଲୋକ <box>392 2038 723 2214</box>
article-murder <box>384 1087 1080 1521</box>
volunteers-road-photo <box>1101 1065 1482 1215</box>
headline-water-kiosk: ରଙ୍ଗଗୋଲ ସମାଜସେବୀ ମାନଙ୍କ ଦ୍ୱାରା ଜଳଛତ୍ର ବଣ୍ଟନ <box>1105 1008 1478 1054</box>
article-family-dispute <box>1095 1764 1488 2437</box>
